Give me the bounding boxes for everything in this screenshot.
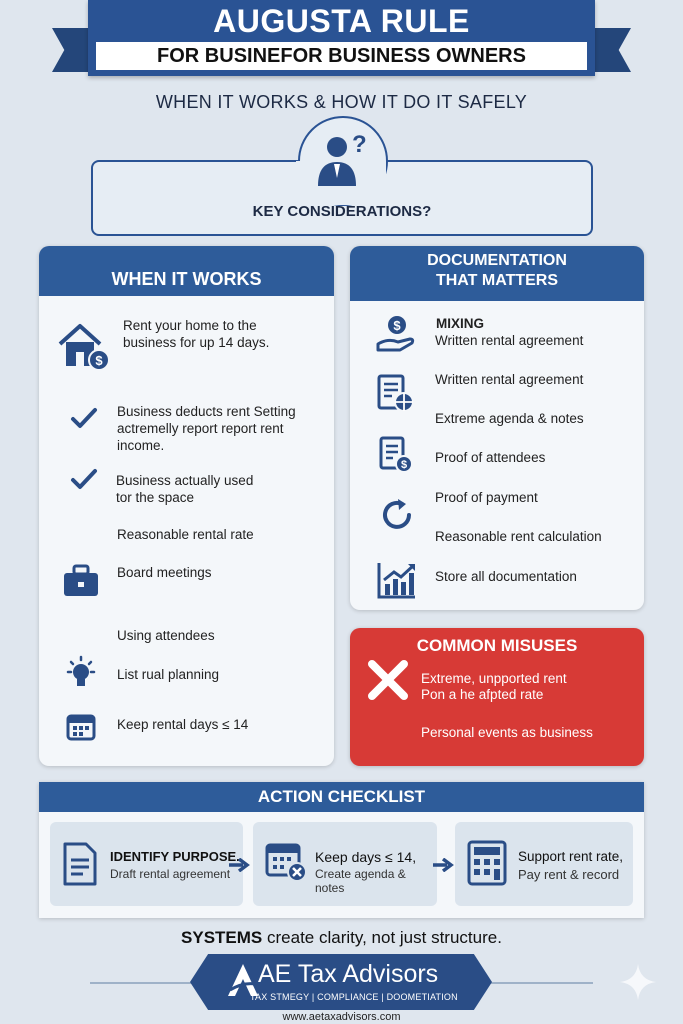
check-icon xyxy=(70,467,98,491)
documentation-panel xyxy=(350,246,644,610)
key-considerations-label: KEY CONSIDERATIONS? xyxy=(252,203,432,220)
checklist-step-1 xyxy=(50,822,243,906)
documentation-heading: MIXING xyxy=(436,316,485,331)
page-title: AUGUSTA RULE xyxy=(213,3,470,39)
list-item: Proof of attendees xyxy=(435,450,546,465)
misuse-item: Personal events as business xyxy=(421,725,593,740)
sparkle-icon xyxy=(618,962,658,1002)
document-globe-icon xyxy=(376,374,416,414)
lightbulb-icon xyxy=(64,655,98,693)
title-ribbon xyxy=(88,0,595,76)
list-item: Written rental agreement xyxy=(435,333,584,348)
list-item: Written rental agreement xyxy=(435,372,584,387)
list-item: Keep rental days ≤ 14 xyxy=(117,717,249,732)
page-subtitle: WHEN IT WORKS & HOW IT DO IT SAFELY xyxy=(155,92,528,112)
list-item: Board meetings xyxy=(117,565,212,580)
list-item: Extreme agenda & notes xyxy=(435,411,584,426)
documentation-title-text: DOCUMENTATION THAT MATTERS xyxy=(427,252,567,289)
house-dollar-icon xyxy=(56,322,112,372)
list-item: Store all documentation xyxy=(435,569,577,584)
misuse-item: Extreme, unpported rent xyxy=(421,671,567,686)
title-subband: FOR BUSINEFOR BUSINESS OWNERS xyxy=(96,42,587,70)
list-item: Business actually used tor the space xyxy=(116,473,254,505)
documentation-title xyxy=(350,246,644,301)
checklist-step-3 xyxy=(455,822,633,906)
document-icon xyxy=(62,842,98,886)
brand-tagline: TAX STMEGY | COMPLIANCE | DOOMETIATION xyxy=(250,992,458,1002)
briefcase-icon xyxy=(62,564,100,598)
svg-text:$: $ xyxy=(393,318,401,333)
svg-text:?: ? xyxy=(352,131,367,158)
step-title: Keep days ≤ 14, xyxy=(315,849,417,865)
tagline xyxy=(0,928,683,948)
step-detail: Create agenda & notes xyxy=(315,867,406,895)
calculator-icon xyxy=(467,840,507,886)
list-item: Business deducts rent Setting actremelly report report rent income. xyxy=(117,404,296,453)
check-icon xyxy=(70,406,98,430)
refresh-icon xyxy=(378,496,416,534)
arrow-right-icon xyxy=(229,858,251,872)
tagline-bold: SYSTEMS xyxy=(181,928,263,947)
list-item: List rual planning xyxy=(117,667,220,682)
tagline-rest: create clarity, not just structure. xyxy=(262,928,502,947)
when-it-works-title: WHEN IT WORKS xyxy=(39,246,334,296)
growth-chart-icon xyxy=(376,560,418,600)
svg-text:$: $ xyxy=(400,459,408,471)
brand-divider-left xyxy=(90,982,200,984)
list-item: Rent your home to the business for up 14 days. xyxy=(123,318,270,350)
brand-divider-right xyxy=(483,982,593,984)
document-dollar-icon xyxy=(378,436,414,474)
step-title: IDENTIFY PURPOSE. xyxy=(110,849,240,864)
list-item: Reasonable rent calculation xyxy=(435,529,602,544)
misuse-item: Pon a he afpted rate xyxy=(421,687,544,702)
action-checklist-title: ACTION CHECKLIST xyxy=(39,782,644,812)
list-item: Reasonable rental rate xyxy=(117,527,254,542)
x-icon xyxy=(366,658,410,702)
website-link[interactable]: www.aetaxadvisors.com xyxy=(282,1011,401,1023)
step-title: Support rent rate, xyxy=(518,849,624,864)
common-misuses-panel xyxy=(350,628,644,766)
list-item: Proof of payment xyxy=(435,490,538,505)
arrow-right-icon xyxy=(433,858,455,872)
calendar-icon xyxy=(66,711,96,741)
calendar-x-icon xyxy=(265,840,309,884)
hand-coin-icon xyxy=(376,314,416,354)
brand-name: AE Tax Advisors xyxy=(258,960,439,988)
svg-text:$: $ xyxy=(95,353,103,368)
step-detail: Draft rental agreement xyxy=(110,867,231,881)
checklist-step-2 xyxy=(253,822,437,906)
person-question-icon xyxy=(312,128,372,190)
step-detail: Pay rent & record xyxy=(518,867,620,882)
list-item: Using attendees xyxy=(117,628,215,643)
common-misuses-title: COMMON MISUSES xyxy=(416,636,578,655)
